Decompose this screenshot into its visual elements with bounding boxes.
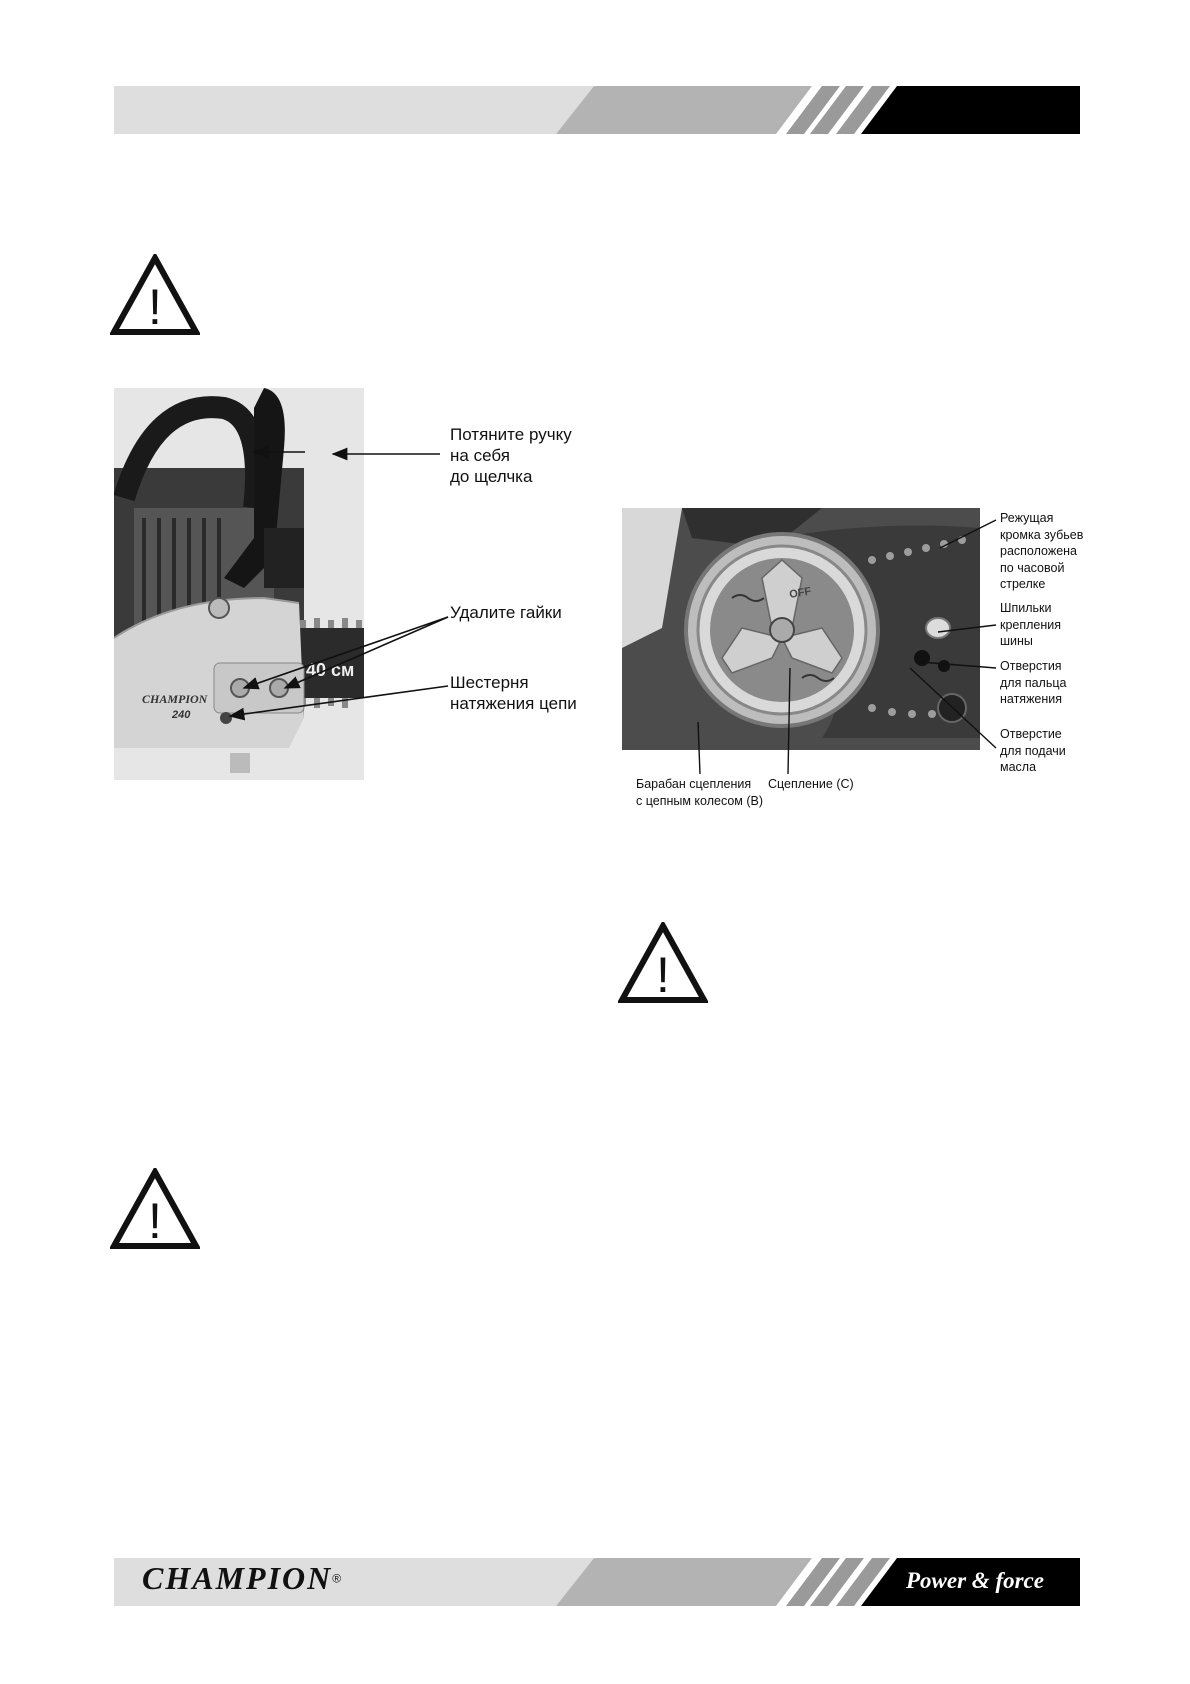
label-remove-nuts: Удалите гайки	[450, 603, 562, 622]
warning-triangle-icon	[618, 922, 708, 1009]
label-cutting-edge: Режущая кромка зубьев расположена по часовой стрелке	[1000, 511, 1084, 591]
label-tension-holes: Отверстия для пальца натяжения	[1000, 659, 1067, 706]
label-tension-gear: Шестерня натяжения цепи	[450, 673, 577, 713]
svg-text:!: !	[656, 947, 670, 1003]
footer-brand-logo: CHAMPION®	[142, 1560, 342, 1596]
svg-text:240: 240	[172, 709, 191, 721]
label-bar-studs: Шпильки крепления шины	[1000, 601, 1062, 648]
warning-triangle-icon	[110, 1168, 200, 1255]
label-pull-handle: Потяните ручку на себя до щелчка	[450, 425, 572, 486]
svg-text:!: !	[148, 1193, 162, 1249]
svg-text:!: !	[148, 279, 162, 335]
label-oil-hole: Отверстие для подачи масла	[1000, 727, 1066, 774]
svg-text:CHAMPION: CHAMPION	[142, 692, 208, 706]
label-clutch: Сцепление (C)	[768, 777, 854, 791]
bar-length-mark: 40 см	[306, 660, 355, 680]
footer-band	[0, 1556, 1190, 1646]
label-clutch-drum: Барабан сцепления с цепным колесом (B)	[636, 777, 764, 808]
footer-slogan: Power & force	[906, 1568, 1044, 1593]
svg-text:OFF: OFF	[788, 585, 813, 601]
